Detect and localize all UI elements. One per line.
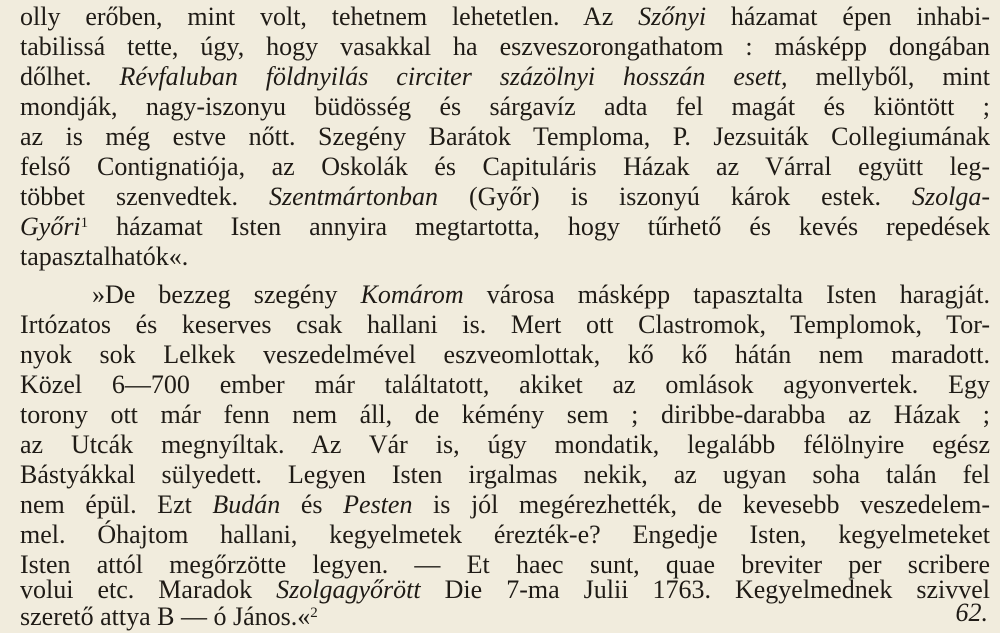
text-span: olly erőben, mint volt, tehetnem lehetetlen. Az	[20, 2, 639, 31]
text-span: (Győr) is iszonyú károk estek.	[437, 182, 912, 211]
italic-phrase: Révfaluban földnyilás circiter százölnyi hosszán esett,	[119, 62, 788, 91]
footnote-marker: 2	[310, 605, 318, 621]
text-line	[20, 212, 990, 242]
text-span: is jól megérezhették, de kevesebb veszedelem-	[412, 490, 990, 519]
text-span: és	[280, 490, 344, 519]
text-line: Bástyákkal sülyedett. Legyen Isten irgalmas nekik, az ugyan soha talán fel	[20, 460, 990, 489]
text-span: »De bezzeg szegény	[92, 280, 361, 309]
text-span: szerető attya B — ó János.«	[20, 602, 311, 631]
text-line: Közel 6—700 ember már találtatott, akiket az omlások agyonvertek. Egy	[20, 370, 990, 399]
text-span: Die 7-ma Julii 1763. Kegyelmednek szivvel	[420, 575, 991, 604]
text-line	[92, 280, 990, 310]
text-line: torony ott már fenn nem áll, de kémény sem ; diribbe-darabba az Házak ;	[20, 400, 990, 429]
text-span: városa másképp tapasztalta Isten haragját.	[463, 280, 990, 309]
text-line: mondják, nagy-iszonyu büdösség és sárgavíz adta fel magát és kiöntött ;	[20, 92, 990, 121]
italic-place-name: Budán	[212, 490, 281, 519]
text-span: házamat épen inhabi-	[706, 2, 991, 31]
text-line: Irtózatos és keserves csak hallani is. Mert ott Clastromok, Templomok, Tor-	[20, 310, 990, 339]
italic-place-name: Pesten	[343, 490, 413, 519]
text-span: volui etc. Maradok	[20, 575, 277, 604]
text-line: Isten attól megőrzötte legyen. — Et haec sunt, quae breviter per scribere	[20, 550, 990, 579]
text-line: tabilissá tette, úgy, hogy vasakkal ha eszveszorongathatom : másképp dongában	[20, 32, 990, 61]
footnote-marker: 1	[80, 215, 89, 231]
text-line: az is még estve nőtt. Szegény Barátok Temploma, P. Jezsuiták Collegiumának	[20, 122, 990, 151]
text-span: többet szenvedtek.	[20, 182, 269, 211]
text-span: házamat Isten annyira megtartotta, hogy tűrhető és kevés repedések	[88, 212, 990, 241]
text-line	[20, 602, 720, 632]
text-line: az Utcák megnyíltak. Az Vár is, úgy mondatik, legalább félölnyire egész	[20, 430, 990, 459]
italic-place-name: Győri	[20, 212, 81, 241]
text-span: dőlhet.	[20, 62, 120, 91]
italic-place-name: Szentmártonban	[268, 182, 438, 211]
text-line	[20, 182, 990, 212]
text-line: mel. Óhajtom hallani, kegyelmetek érezték-e? Engedje Isten, kegyelmeteket	[20, 520, 990, 549]
italic-place-name: Szolgagyőrött	[276, 575, 421, 604]
text-line	[20, 2, 990, 32]
text-span: nem épül. Ezt	[20, 490, 213, 519]
text-span: mellyből, mint	[787, 62, 990, 91]
text-line: felső Contignatiója, az Oskolák és Capituláris Házak az Várral együtt leg-	[20, 152, 990, 181]
text-line: tapasztalhatók«.	[20, 242, 189, 271]
page-number: 62.	[955, 598, 988, 627]
italic-place-name: Komárom	[360, 280, 464, 309]
text-line: nyok sok Lelkek veszedelmével eszveomlottak, kő kő hátán nem maradott.	[20, 340, 990, 369]
italic-place-name: Szolga-	[911, 182, 990, 211]
text-line	[20, 575, 990, 605]
text-line	[20, 490, 990, 520]
text-line	[20, 62, 990, 92]
italic-place-name: Szőnyi	[638, 2, 707, 31]
